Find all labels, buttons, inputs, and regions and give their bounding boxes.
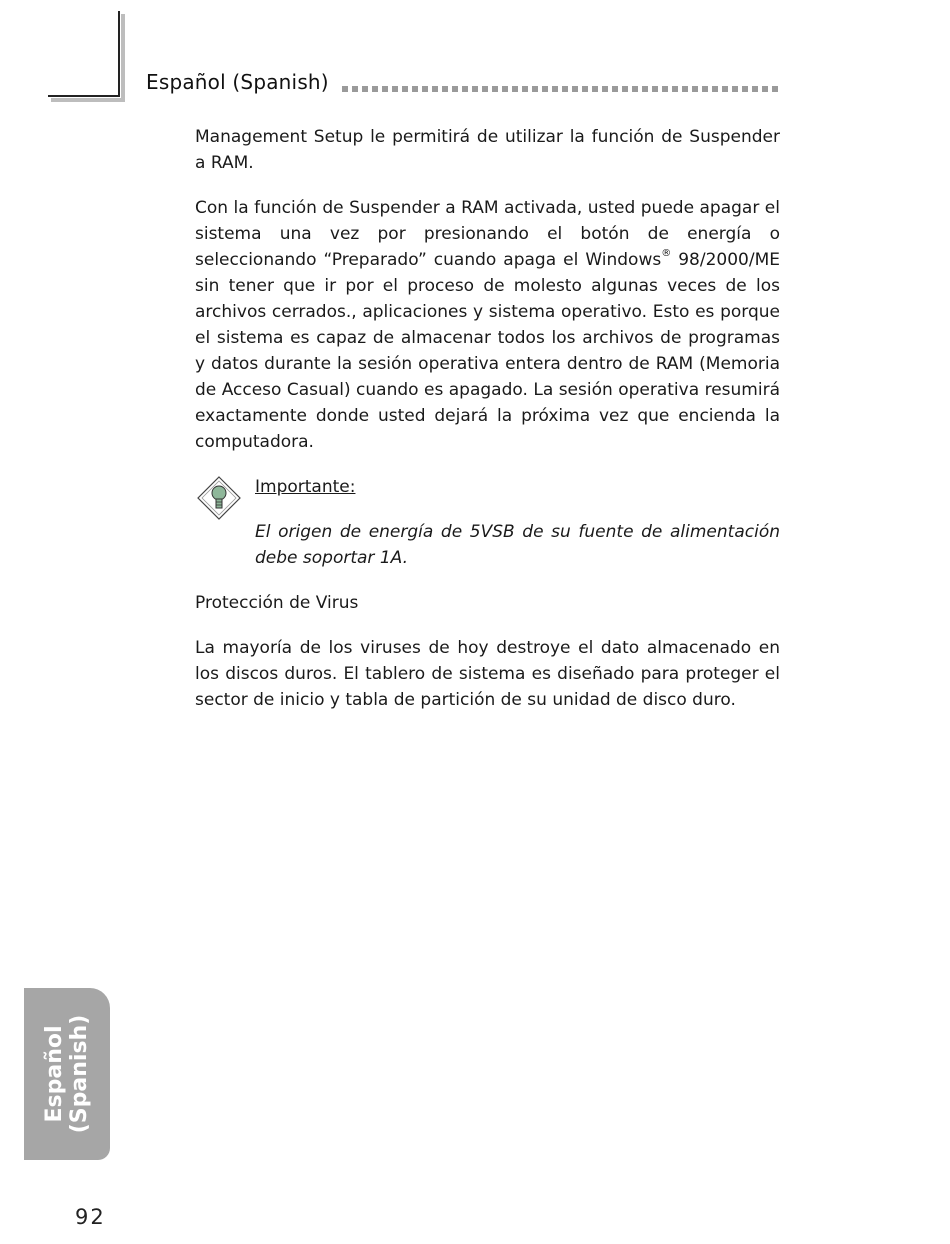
corner-mark-shadow-horizontal xyxy=(51,98,125,102)
section-heading-virus: Protección de Virus xyxy=(195,593,359,613)
side-language-tab xyxy=(24,988,110,1160)
corner-mark-horizontal xyxy=(48,95,120,97)
lightbulb-diamond-icon xyxy=(195,474,243,522)
page-header-title: Español (Spanish) xyxy=(146,70,329,94)
paragraph-suspend-details-part1: Con la función de Suspender a RAM activada, usted puede apagar el sistema una vez por presionando el botón de energía o seleccionando “Preparado” cuando apaga el Windows xyxy=(195,198,780,270)
header-dotted-rule xyxy=(342,86,782,92)
registered-mark: ® xyxy=(661,248,672,259)
corner-mark-vertical xyxy=(118,11,120,97)
paragraph-virus-protection: La mayoría de los viruses de hoy destroye el dato almacenado en los discos duros. El tablero de sistema es diseñado para proteger el sector de inicio y tabla de partición de su unidad de disco duro. xyxy=(195,638,780,710)
page-number: 92 xyxy=(75,1205,106,1229)
side-tab-label: Español (Spanish) xyxy=(42,1014,92,1134)
important-note xyxy=(195,474,780,571)
note-text: El origen de energía de 5VSB de su fuente de alimentación debe soportar 1A. xyxy=(255,522,780,568)
note-heading: Importante: xyxy=(255,477,356,497)
paragraph-suspend-details-part2: 98/2000/ME sin tener que ir por el proceso de molesto algunas veces de los archivos cerrados., aplicaciones y sistema operativo. Esto es porque el sistema es capaz de almacenar todos los archivos de programas y datos durante la sesión operativa entera dentro de RAM (Memoria de Acceso Casual) cuando es apagado. La sesión operativa resumirá exactamente donde usted dejará la próxima vez que encienda la computadora. xyxy=(195,250,780,452)
paragraph-suspend-details xyxy=(195,195,780,455)
page-content xyxy=(195,124,780,732)
paragraph-suspend-intro: Management Setup le permitirá de utilizar la función de Suspender a RAM. xyxy=(195,127,780,173)
corner-mark-shadow-vertical xyxy=(121,14,125,102)
